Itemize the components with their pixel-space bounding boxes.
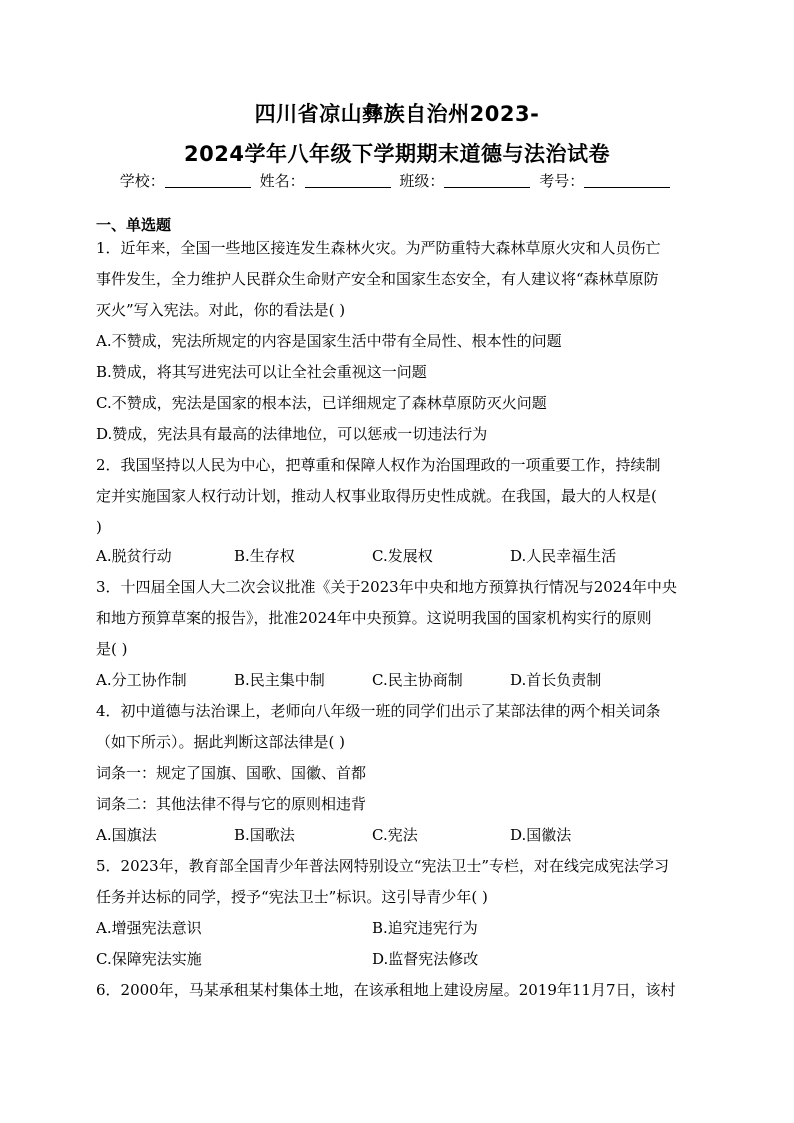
q2-option-d: D.人民幸福生活 — [510, 547, 617, 565]
q1-stem-line: 事件发生，全力维护人民群众生命财产安全和国家生态安全，有人建议将“森林草原防 — [96, 270, 659, 288]
q5-stem-line: 5．2023年，教育部全国青少年普法网特别设立“宪法卫士”专栏，对在线完成宪法学习 — [96, 857, 670, 875]
q3-option-c: C.民主协商制 — [372, 671, 463, 689]
q1-option-c: C.不赞成，宪法是国家的根本法，已详细规定了森林草原防灭火问题 — [96, 394, 547, 412]
q4-stem-line: 4．初中道德与法治课上，老师向八年级一班的同学们出示了某部法律的两个相关词条 — [96, 702, 661, 720]
q5-option-a: A.增强宪法意识 — [96, 919, 202, 937]
q5-stem-line: 任务并达标的同学，授予“宪法卫士”标识。这引导青少年( ) — [96, 888, 488, 906]
class-blank[interactable] — [444, 173, 530, 188]
student-info-row — [0, 170, 794, 191]
q5-option-d: D.监督宪法修改 — [372, 950, 479, 968]
exam-title-line-2: 2024学年八年级下学期期末道德与法治试卷 — [184, 142, 610, 166]
q1-option-d: D.赞成，宪法具有最高的法律地位，可以惩戒一切违法行为 — [96, 425, 488, 443]
q1-stem-line: 灭火”写入宪法。对此，你的看法是( ) — [96, 301, 346, 319]
section-heading: 一、单选题 — [96, 216, 172, 234]
q3-stem-line: 和地方预算草案的报告》，批准2024年中央预算。这说明我国的国家机构实行的原则 — [96, 609, 652, 627]
q1-option-b: B.赞成，将其写进宪法可以让全社会重视这一问题 — [96, 363, 427, 381]
q2-stem-line: 2．我国坚持以人民为中心，把尊重和保障人权作为治国理政的一项重要工作，持续制 — [96, 456, 661, 474]
number-blank[interactable] — [584, 173, 670, 188]
q1-option-a: A.不赞成，宪法所规定的内容是国家生活中带有全局性、根本性的问题 — [96, 332, 562, 350]
school-label: 学校： — [119, 172, 165, 190]
q4-option-b: B.国歌法 — [234, 826, 295, 844]
school-blank[interactable] — [165, 173, 251, 188]
name-label: 姓名： — [259, 172, 305, 190]
q1-stem-line: 1．近年来，全国一些地区接连发生森林火灾。为严防重特大森林草原火灾和人员伤亡 — [96, 239, 661, 257]
q2-option-b: B.生存权 — [234, 547, 295, 565]
q3-option-b: B.民主集中制 — [234, 671, 325, 689]
q2-stem-line: ) — [96, 518, 102, 536]
q3-stem-line: 是( ) — [96, 640, 128, 658]
q4-option-a: A.国旗法 — [96, 826, 157, 844]
q5-option-c: C.保障宪法实施 — [96, 950, 202, 968]
number-label: 考号： — [539, 172, 585, 190]
q3-stem-line: 3．十四届全国人大二次会议批准《关于2023年中央和地方预算执行情况与2024年中央 — [96, 578, 677, 596]
q2-stem-line: 定并实施国家人权行动计划，推动人权事业取得历史性成就。在我国，最大的人权是( — [96, 487, 657, 505]
class-label: 班级： — [399, 172, 445, 190]
name-blank[interactable] — [305, 173, 391, 188]
q6-stem-line: 6．2000年，马某承租某村集体土地，在该承租地上建设房屋。2019年11月7日，该村 — [96, 981, 676, 999]
q4-stem-line: （如下所示）。据此判断这部法律是( ) — [96, 733, 345, 751]
q4-option-d: D.国徽法 — [510, 826, 572, 844]
q4-entry-1: 词条一：规定了国旗、国歌、国徽、首都 — [96, 764, 367, 782]
q3-option-d: D.首长负责制 — [510, 671, 602, 689]
q4-option-c: C.宪法 — [372, 826, 418, 844]
q3-option-a: A.分工协作制 — [96, 671, 187, 689]
exam-title-line-1: 四川省凉山彝族自治州2023- — [254, 102, 540, 126]
q2-option-c: C.发展权 — [372, 547, 433, 565]
q4-entry-2: 词条二：其他法律不得与它的原则相违背 — [96, 795, 367, 813]
q5-option-b: B.追究违宪行为 — [372, 919, 478, 937]
q2-option-a: A.脱贫行动 — [96, 547, 172, 565]
